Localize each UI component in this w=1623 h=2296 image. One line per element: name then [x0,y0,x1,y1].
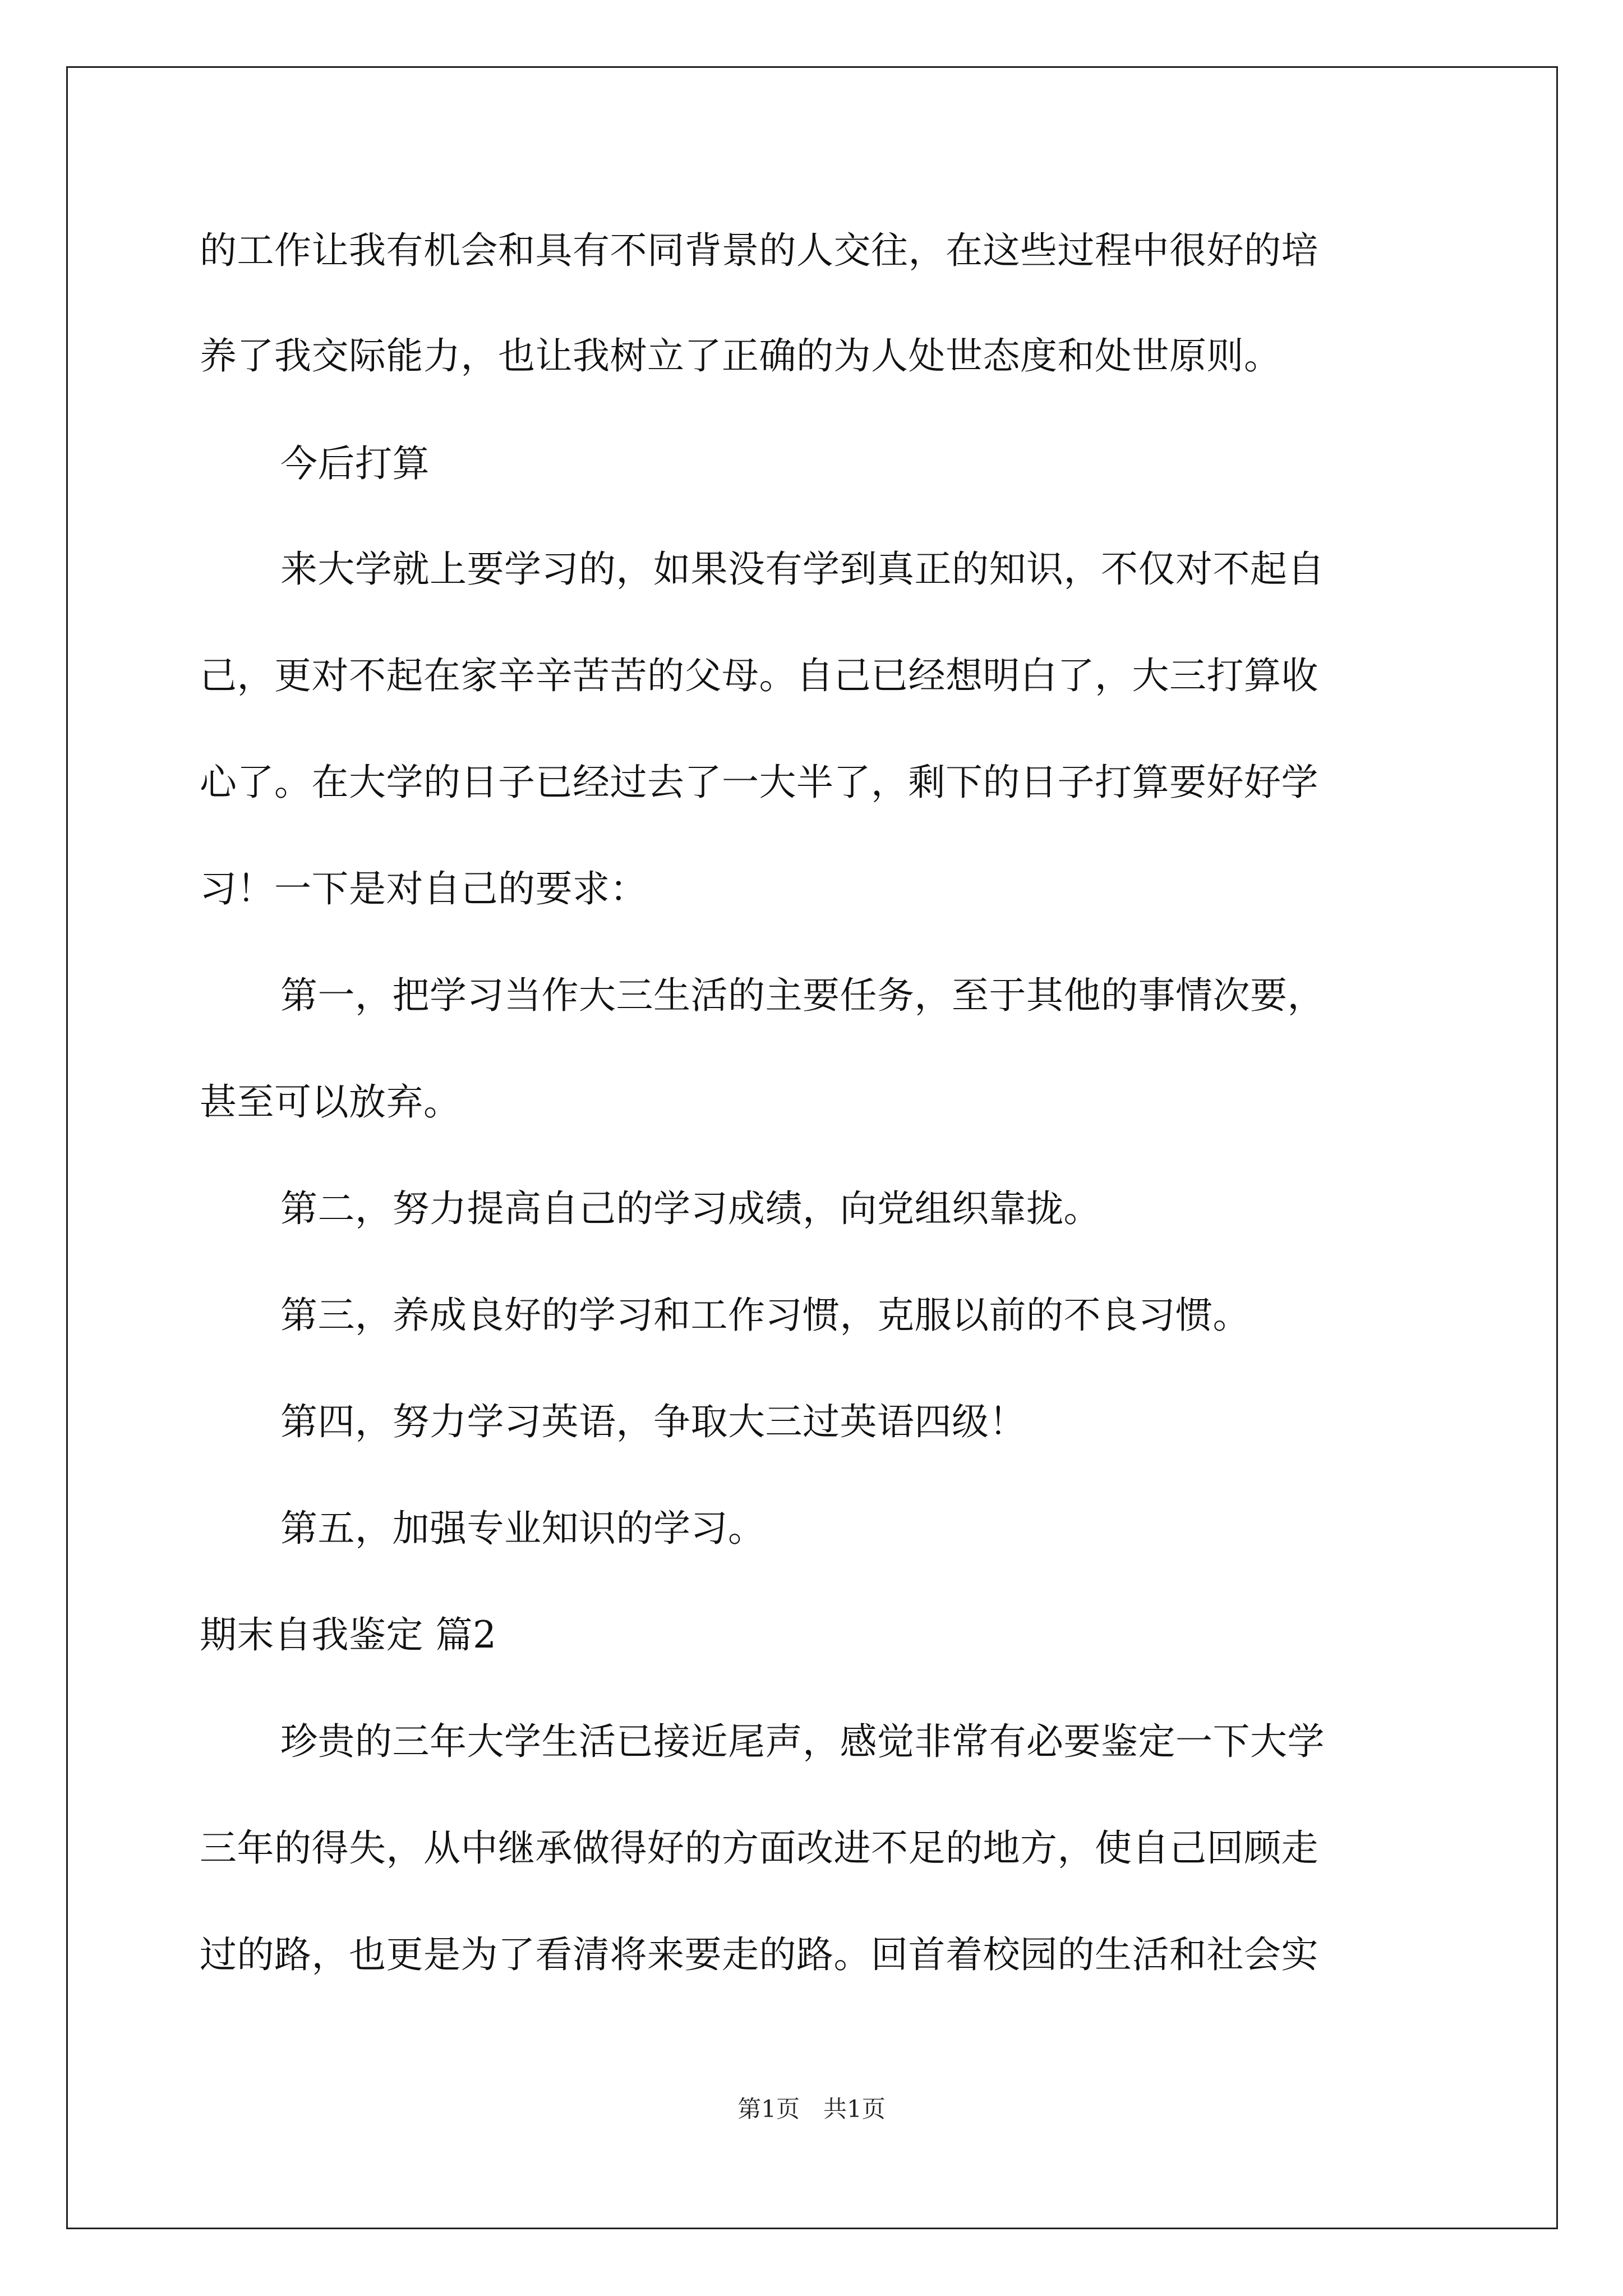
text-line: 第一，把学习当作大三生活的主要任务，至于其他的事情次要， [280,974,1325,1017]
section-title: 期末自我鉴定 篇2 [200,1613,497,1657]
section-heading: 今后打算 [280,442,430,485]
text-line: 第二，努力提高自己的学习成绩，向党组织靠拢。 [280,1187,1101,1230]
text-line: 第三，养成良好的学习和工作习惯，克服以前的不良习惯。 [280,1294,1250,1337]
text-line: 过的路，也更是为了看清将来要走的路。回首着校园的生活和社会实 [200,1933,1318,1976]
text-line: 来大学就上要学习的，如果没有学到真正的知识，不仅对不起自 [280,547,1325,591]
text-line: 第四，努力学习英语，争取大三过英语四级！ [280,1400,1026,1443]
page-frame [66,66,1558,2229]
text-line: 珍贵的三年大学生活已接近尾声，感觉非常有必要鉴定一下大学 [280,1720,1325,1763]
text-line: 习！一下是对自己的要求： [200,867,647,910]
page-footer: 第1页 共1页 [737,2095,886,2123]
text-line: 第五，加强专业知识的学习。 [280,1507,766,1550]
text-line: 甚至可以放弃。 [200,1080,461,1124]
text-line: 养了我交际能力，也让我树立了正确的为人处世态度和处世原则。 [200,334,1281,378]
text-line: 三年的得失，从中继承做得好的方面改进不足的地方，使自己回顾走 [200,1826,1318,1870]
text-line: 心了。在大学的日子已经过去了一大半了，剩下的日子打算要好好学 [200,761,1318,804]
text-line: 的工作让我有机会和具有不同背景的人交往，在这些过程中很好的培 [200,229,1318,272]
text-line: 己，更对不起在家辛辛苦苦的父母。自己已经想明白了，大三打算收 [200,654,1318,697]
